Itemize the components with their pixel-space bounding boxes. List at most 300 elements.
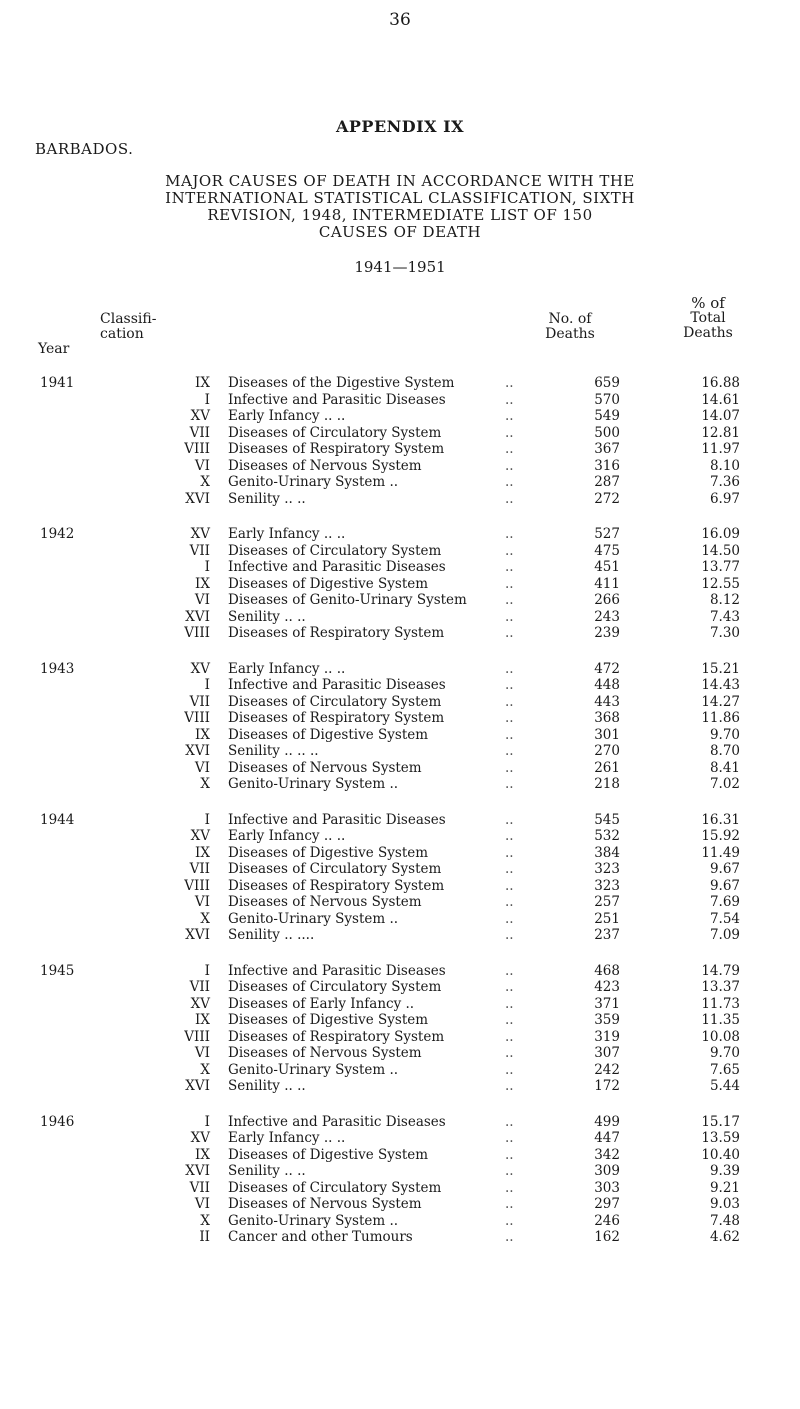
year-range: 1941—1951 xyxy=(354,258,446,276)
classification-cell: X xyxy=(200,910,210,927)
appendix-title: APPENDIX IX xyxy=(335,117,465,136)
cause-cell: Infective and Parasitic Diseases xyxy=(228,391,446,408)
cause-cell: Diseases of Early Infancy .. xyxy=(228,995,415,1012)
classification-cell: VI xyxy=(194,1045,210,1061)
classification-cell: XVI xyxy=(185,1078,210,1094)
leader-dots: .. xyxy=(505,490,514,507)
deaths-cell: 237 xyxy=(594,927,620,943)
percent-cell: 10.08 xyxy=(701,1028,740,1045)
table-row xyxy=(0,694,800,711)
column-header-deaths-line: Deaths xyxy=(545,326,595,342)
classification-cell: X xyxy=(200,1212,210,1229)
table-row xyxy=(0,625,800,642)
table-row xyxy=(0,1045,800,1062)
table-row xyxy=(0,828,800,845)
table-row xyxy=(0,1163,800,1180)
classification-cell: VIII xyxy=(184,877,210,894)
table-row xyxy=(0,1062,800,1079)
classification-cell: XVI xyxy=(185,490,210,507)
country-label: BARBADOS. xyxy=(35,140,134,158)
classification-cell: VII xyxy=(189,542,210,559)
classification-cell: II xyxy=(199,1229,210,1245)
cause-cell: Infective and Parasitic Diseases xyxy=(228,559,446,575)
table-row xyxy=(0,1078,800,1095)
cause-cell: Diseases of Digestive System xyxy=(228,726,429,743)
deaths-cell: 266 xyxy=(594,592,620,608)
table-row xyxy=(0,609,800,626)
leader-dots: .. xyxy=(505,910,514,927)
cause-cell: Diseases of Circulatory System xyxy=(228,424,442,441)
percent-cell: 13.77 xyxy=(701,559,740,575)
cause-cell: Diseases of Circulatory System xyxy=(228,979,442,995)
deaths-cell: 297 xyxy=(594,1196,620,1212)
cause-cell: Early Infancy .. .. xyxy=(228,408,346,424)
leader-dots: .. xyxy=(505,1012,514,1028)
year-group xyxy=(0,1114,800,1246)
deaths-cell: 475 xyxy=(594,542,620,559)
leader-dots: .. xyxy=(505,559,514,575)
table-row xyxy=(0,458,800,475)
deaths-cell: 443 xyxy=(594,693,620,710)
classification-cell: X xyxy=(200,1061,210,1078)
deaths-cell: 411 xyxy=(594,575,620,592)
deaths-cell: 323 xyxy=(594,861,620,877)
table-row xyxy=(0,963,800,980)
classification-cell: XV xyxy=(190,828,210,844)
year-cell: 1945 xyxy=(40,962,75,979)
table-row xyxy=(0,894,800,911)
percent-cell: 9.67 xyxy=(709,877,740,894)
deaths-cell: 447 xyxy=(594,1130,620,1146)
leader-dots: .. xyxy=(505,391,514,408)
leader-dots: .. xyxy=(505,979,514,995)
column-header-percent-line: Deaths xyxy=(683,325,733,341)
cause-cell: Senility .. .. xyxy=(228,1163,306,1179)
percent-cell: 9.21 xyxy=(709,1179,740,1196)
table-row xyxy=(0,1029,800,1046)
percent-cell: 12.81 xyxy=(701,424,740,441)
percent-cell: 11.86 xyxy=(701,710,740,726)
deaths-cell: 172 xyxy=(594,1078,620,1094)
classification-cell: I xyxy=(204,962,210,979)
percent-cell: 14.61 xyxy=(701,391,740,408)
table-row xyxy=(0,441,800,458)
table-row xyxy=(0,392,800,409)
leader-dots: .. xyxy=(505,743,514,759)
deaths-cell: 384 xyxy=(594,844,620,861)
table-row xyxy=(0,474,800,491)
leader-dots: .. xyxy=(505,441,514,457)
percent-cell: 9.03 xyxy=(709,1196,740,1212)
column-header-deaths xyxy=(530,312,610,342)
year-group xyxy=(0,812,800,944)
classification-cell: I xyxy=(204,559,210,575)
percent-cell: 14.50 xyxy=(701,542,740,559)
deaths-cell: 323 xyxy=(594,877,620,894)
classification-cell: IX xyxy=(195,575,210,592)
table-row xyxy=(0,592,800,609)
classification-cell: I xyxy=(204,391,210,408)
leader-dots: .. xyxy=(505,1146,514,1163)
table-row xyxy=(0,408,800,425)
year-group xyxy=(0,661,800,793)
percent-cell: 8.70 xyxy=(709,743,740,759)
percent-cell: 9.39 xyxy=(709,1163,740,1179)
leader-dots: .. xyxy=(505,375,514,391)
classification-cell: IX xyxy=(195,1012,210,1028)
classification-cell: XVI xyxy=(185,927,210,943)
table-row xyxy=(0,727,800,744)
percent-cell: 7.30 xyxy=(709,625,740,641)
cause-cell: Diseases of Nervous System xyxy=(228,1045,422,1061)
deaths-cell: 527 xyxy=(594,526,620,542)
classification-cell: VII xyxy=(189,1179,210,1196)
percent-cell: 15.17 xyxy=(701,1113,740,1130)
cause-cell: Diseases of the Digestive System xyxy=(228,375,455,391)
percent-cell: 15.21 xyxy=(701,660,740,677)
deaths-cell: 287 xyxy=(594,474,620,490)
leader-dots: .. xyxy=(505,710,514,726)
deaths-cell: 243 xyxy=(594,608,620,625)
leader-dots: .. xyxy=(505,1196,514,1212)
deaths-cell: 218 xyxy=(594,776,620,792)
leader-dots: .. xyxy=(505,828,514,844)
percent-cell: 9.70 xyxy=(709,726,740,743)
leader-dots: .. xyxy=(505,776,514,792)
table-row xyxy=(0,491,800,508)
leader-dots: .. xyxy=(505,1078,514,1094)
classification-cell: X xyxy=(200,474,210,490)
column-header-deaths-line: No. of xyxy=(548,311,592,327)
classification-cell: VII xyxy=(189,861,210,877)
table-row xyxy=(0,543,800,560)
cause-cell: Early Infancy .. .. xyxy=(228,660,346,677)
classification-cell: XV xyxy=(190,1130,210,1146)
deaths-cell: 468 xyxy=(594,962,620,979)
classification-cell: XVI xyxy=(185,608,210,625)
deaths-cell: 423 xyxy=(594,979,620,995)
year-group xyxy=(0,375,800,507)
leader-dots: .. xyxy=(505,995,514,1012)
cause-cell: Diseases of Nervous System xyxy=(228,1196,422,1212)
percent-cell: 7.36 xyxy=(709,474,740,490)
deaths-cell: 659 xyxy=(594,375,620,391)
percent-cell: 13.37 xyxy=(701,979,740,995)
cause-cell: Genito-Urinary System .. xyxy=(228,776,399,792)
classification-cell: XV xyxy=(190,526,210,542)
classification-cell: VIII xyxy=(184,625,210,641)
leader-dots: .. xyxy=(505,457,514,474)
year-cell: 1942 xyxy=(40,526,75,542)
cause-cell: Diseases of Digestive System xyxy=(228,1012,429,1028)
leader-dots: .. xyxy=(505,660,514,677)
cause-cell: Infective and Parasitic Diseases xyxy=(228,1113,446,1130)
classification-cell: VI xyxy=(194,592,210,608)
leader-dots: .. xyxy=(505,877,514,894)
classification-cell: XV xyxy=(190,660,210,677)
table-row xyxy=(0,845,800,862)
cause-cell: Diseases of Digestive System xyxy=(228,844,429,861)
percent-cell: 7.43 xyxy=(709,608,740,625)
deaths-cell: 319 xyxy=(594,1028,620,1045)
cause-cell: Senility .. .. .. xyxy=(228,743,319,759)
deaths-cell: 307 xyxy=(594,1045,620,1061)
classification-cell: X xyxy=(200,776,210,792)
leader-dots: .. xyxy=(505,927,514,943)
percent-cell: 16.88 xyxy=(701,375,740,391)
table-row xyxy=(0,1114,800,1131)
leader-dots: .. xyxy=(505,677,514,693)
classification-cell: VII xyxy=(189,424,210,441)
cause-cell: Diseases of Circulatory System xyxy=(228,693,442,710)
table-row xyxy=(0,927,800,944)
deaths-cell: 301 xyxy=(594,726,620,743)
table-row xyxy=(0,526,800,543)
column-header-classification-line: Classifi- xyxy=(100,311,157,327)
table-row xyxy=(0,1012,800,1029)
column-header-classification xyxy=(100,312,200,342)
percent-cell: 14.43 xyxy=(701,677,740,693)
cause-cell: Early Infancy .. .. xyxy=(228,1130,346,1146)
leader-dots: .. xyxy=(505,1212,514,1229)
deaths-cell: 309 xyxy=(594,1163,620,1179)
deaths-cell: 242 xyxy=(594,1061,620,1078)
table-row xyxy=(0,1147,800,1164)
leader-dots: .. xyxy=(505,1163,514,1179)
percent-cell: 13.59 xyxy=(701,1130,740,1146)
cause-cell: Diseases of Nervous System xyxy=(228,457,422,474)
deaths-cell: 570 xyxy=(594,391,620,408)
cause-cell: Genito-Urinary System .. xyxy=(228,1061,399,1078)
cause-cell: Diseases of Nervous System xyxy=(228,759,422,776)
leader-dots: .. xyxy=(505,424,514,441)
classification-cell: VI xyxy=(194,759,210,776)
heading-line: MAJOR CAUSES OF DEATH IN ACCORDANCE WITH THE xyxy=(165,172,635,190)
leader-dots: .. xyxy=(505,408,514,424)
cause-cell: Senility .. .. xyxy=(228,608,306,625)
deaths-cell: 359 xyxy=(594,1012,620,1028)
cause-cell: Diseases of Genito-Urinary System xyxy=(228,592,467,608)
percent-cell: 7.02 xyxy=(709,776,740,792)
leader-dots: .. xyxy=(505,474,514,490)
leader-dots: .. xyxy=(505,1130,514,1146)
classification-cell: XV xyxy=(190,408,210,424)
table-row xyxy=(0,861,800,878)
deaths-cell: 545 xyxy=(594,811,620,828)
deaths-cell: 251 xyxy=(594,910,620,927)
classification-cell: VI xyxy=(194,1196,210,1212)
leader-dots: .. xyxy=(505,608,514,625)
classification-cell: I xyxy=(204,1113,210,1130)
causes-table xyxy=(0,375,800,1265)
cause-cell: Infective and Parasitic Diseases xyxy=(228,677,446,693)
table-row xyxy=(0,878,800,895)
cause-cell: Diseases of Respiratory System xyxy=(228,441,445,457)
classification-cell: VIII xyxy=(184,710,210,726)
table-row xyxy=(0,1130,800,1147)
heading-line: REVISION, 1948, INTERMEDIATE LIST OF 150 xyxy=(207,206,593,224)
classification-cell: VII xyxy=(189,693,210,710)
classification-cell: VII xyxy=(189,979,210,995)
deaths-cell: 316 xyxy=(594,457,620,474)
percent-cell: 10.40 xyxy=(701,1146,740,1163)
percent-cell: 11.97 xyxy=(701,441,740,457)
deaths-cell: 499 xyxy=(594,1113,620,1130)
cause-cell: Early Infancy .. .. xyxy=(228,828,346,844)
classification-cell: XVI xyxy=(185,743,210,759)
deaths-cell: 500 xyxy=(594,424,620,441)
table-row xyxy=(0,1180,800,1197)
percent-cell: 7.69 xyxy=(709,894,740,910)
cause-cell: Genito-Urinary System .. xyxy=(228,1212,399,1229)
percent-cell: 8.41 xyxy=(709,759,740,776)
classification-cell: IX xyxy=(195,844,210,861)
deaths-cell: 371 xyxy=(594,995,620,1012)
deaths-cell: 261 xyxy=(594,759,620,776)
percent-cell: 8.12 xyxy=(709,592,740,608)
cause-cell: Diseases of Circulatory System xyxy=(228,542,442,559)
table-row xyxy=(0,375,800,392)
percent-cell: 9.67 xyxy=(709,861,740,877)
percent-cell: 9.70 xyxy=(709,1045,740,1061)
leader-dots: .. xyxy=(505,542,514,559)
percent-cell: 7.54 xyxy=(709,910,740,927)
deaths-cell: 472 xyxy=(594,660,620,677)
page-number: 36 xyxy=(389,10,411,30)
classification-cell: I xyxy=(204,811,210,828)
percent-cell: 14.07 xyxy=(701,408,740,424)
deaths-cell: 549 xyxy=(594,408,620,424)
cause-cell: Diseases of Nervous System xyxy=(228,894,422,910)
leader-dots: .. xyxy=(505,592,514,608)
table-row xyxy=(0,677,800,694)
classification-cell: VI xyxy=(194,894,210,910)
leader-dots: .. xyxy=(505,894,514,910)
percent-cell: 11.73 xyxy=(701,995,740,1012)
leader-dots: .. xyxy=(505,726,514,743)
table-row xyxy=(0,979,800,996)
classification-cell: VI xyxy=(194,457,210,474)
heading-line: INTERNATIONAL STATISTICAL CLASSIFICATION, SIXTH xyxy=(165,189,635,207)
deaths-cell: 303 xyxy=(594,1179,620,1196)
document-heading xyxy=(60,173,740,241)
deaths-cell: 448 xyxy=(594,677,620,693)
cause-cell: Diseases of Circulatory System xyxy=(228,1179,442,1196)
classification-cell: VIII xyxy=(184,1028,210,1045)
leader-dots: .. xyxy=(505,811,514,828)
deaths-cell: 257 xyxy=(594,894,620,910)
cause-cell: Diseases of Digestive System xyxy=(228,1146,429,1163)
leader-dots: .. xyxy=(505,575,514,592)
table-row xyxy=(0,996,800,1013)
classification-cell: VIII xyxy=(184,441,210,457)
leader-dots: .. xyxy=(505,844,514,861)
table-row xyxy=(0,1213,800,1230)
deaths-cell: 162 xyxy=(594,1229,620,1245)
percent-cell: 6.97 xyxy=(709,490,740,507)
deaths-cell: 246 xyxy=(594,1212,620,1229)
year-group xyxy=(0,526,800,642)
table-row xyxy=(0,559,800,576)
leader-dots: .. xyxy=(505,526,514,542)
table-row xyxy=(0,710,800,727)
percent-cell: 12.55 xyxy=(701,575,740,592)
leader-dots: .. xyxy=(505,1179,514,1196)
cause-cell: Infective and Parasitic Diseases xyxy=(228,962,446,979)
table-row xyxy=(0,425,800,442)
percent-cell: 16.09 xyxy=(701,526,740,542)
table-row xyxy=(0,776,800,793)
leader-dots: .. xyxy=(505,1229,514,1245)
deaths-cell: 368 xyxy=(594,710,620,726)
percent-cell: 7.48 xyxy=(709,1212,740,1229)
column-header-percent xyxy=(658,296,758,341)
cause-cell: Diseases of Respiratory System xyxy=(228,1028,445,1045)
table-row xyxy=(0,576,800,593)
percent-cell: 15.92 xyxy=(701,828,740,844)
deaths-cell: 272 xyxy=(594,490,620,507)
cause-cell: Senility .. .. xyxy=(228,490,306,507)
percent-cell: 11.35 xyxy=(701,1012,740,1028)
cause-cell: Diseases of Circulatory System xyxy=(228,861,442,877)
year-group xyxy=(0,963,800,1095)
classification-cell: IX xyxy=(195,1146,210,1163)
leader-dots: .. xyxy=(505,625,514,641)
leader-dots: .. xyxy=(505,962,514,979)
deaths-cell: 451 xyxy=(594,559,620,575)
percent-cell: 7.65 xyxy=(709,1061,740,1078)
heading-line: CAUSES OF DEATH xyxy=(318,223,482,241)
column-header-classification-line: cation xyxy=(100,326,144,342)
deaths-cell: 367 xyxy=(594,441,620,457)
cause-cell: Diseases of Respiratory System xyxy=(228,877,445,894)
cause-cell: Diseases of Respiratory System xyxy=(228,625,445,641)
leader-dots: .. xyxy=(505,693,514,710)
leader-dots: .. xyxy=(505,1061,514,1078)
cause-cell: Genito-Urinary System .. xyxy=(228,910,399,927)
column-header-percent-line: Total xyxy=(690,310,726,326)
year-cell: 1946 xyxy=(40,1113,75,1130)
deaths-cell: 532 xyxy=(594,828,620,844)
deaths-cell: 342 xyxy=(594,1146,620,1163)
classification-cell: I xyxy=(204,677,210,693)
percent-cell: 4.62 xyxy=(709,1229,740,1245)
year-cell: 1941 xyxy=(40,375,75,391)
year-cell: 1944 xyxy=(40,811,75,828)
table-row xyxy=(0,1229,800,1246)
leader-dots: .. xyxy=(505,1028,514,1045)
table-row xyxy=(0,812,800,829)
deaths-cell: 270 xyxy=(594,743,620,759)
cause-cell: Infective and Parasitic Diseases xyxy=(228,811,446,828)
percent-cell: 5.44 xyxy=(709,1078,740,1094)
cause-cell: Early Infancy .. .. xyxy=(228,526,346,542)
leader-dots: .. xyxy=(505,759,514,776)
classification-cell: IX xyxy=(195,375,210,391)
cause-cell: Senility .. .. xyxy=(228,1078,306,1094)
percent-cell: 11.49 xyxy=(701,844,740,861)
leader-dots: .. xyxy=(505,1113,514,1130)
table-row xyxy=(0,1196,800,1213)
cause-cell: Senility .. .... xyxy=(228,927,315,943)
table-row xyxy=(0,743,800,760)
table-row xyxy=(0,911,800,928)
year-cell: 1943 xyxy=(40,660,75,677)
percent-cell: 14.79 xyxy=(701,962,740,979)
leader-dots: .. xyxy=(505,861,514,877)
cause-cell: Diseases of Digestive System xyxy=(228,575,429,592)
classification-cell: XV xyxy=(190,995,210,1012)
